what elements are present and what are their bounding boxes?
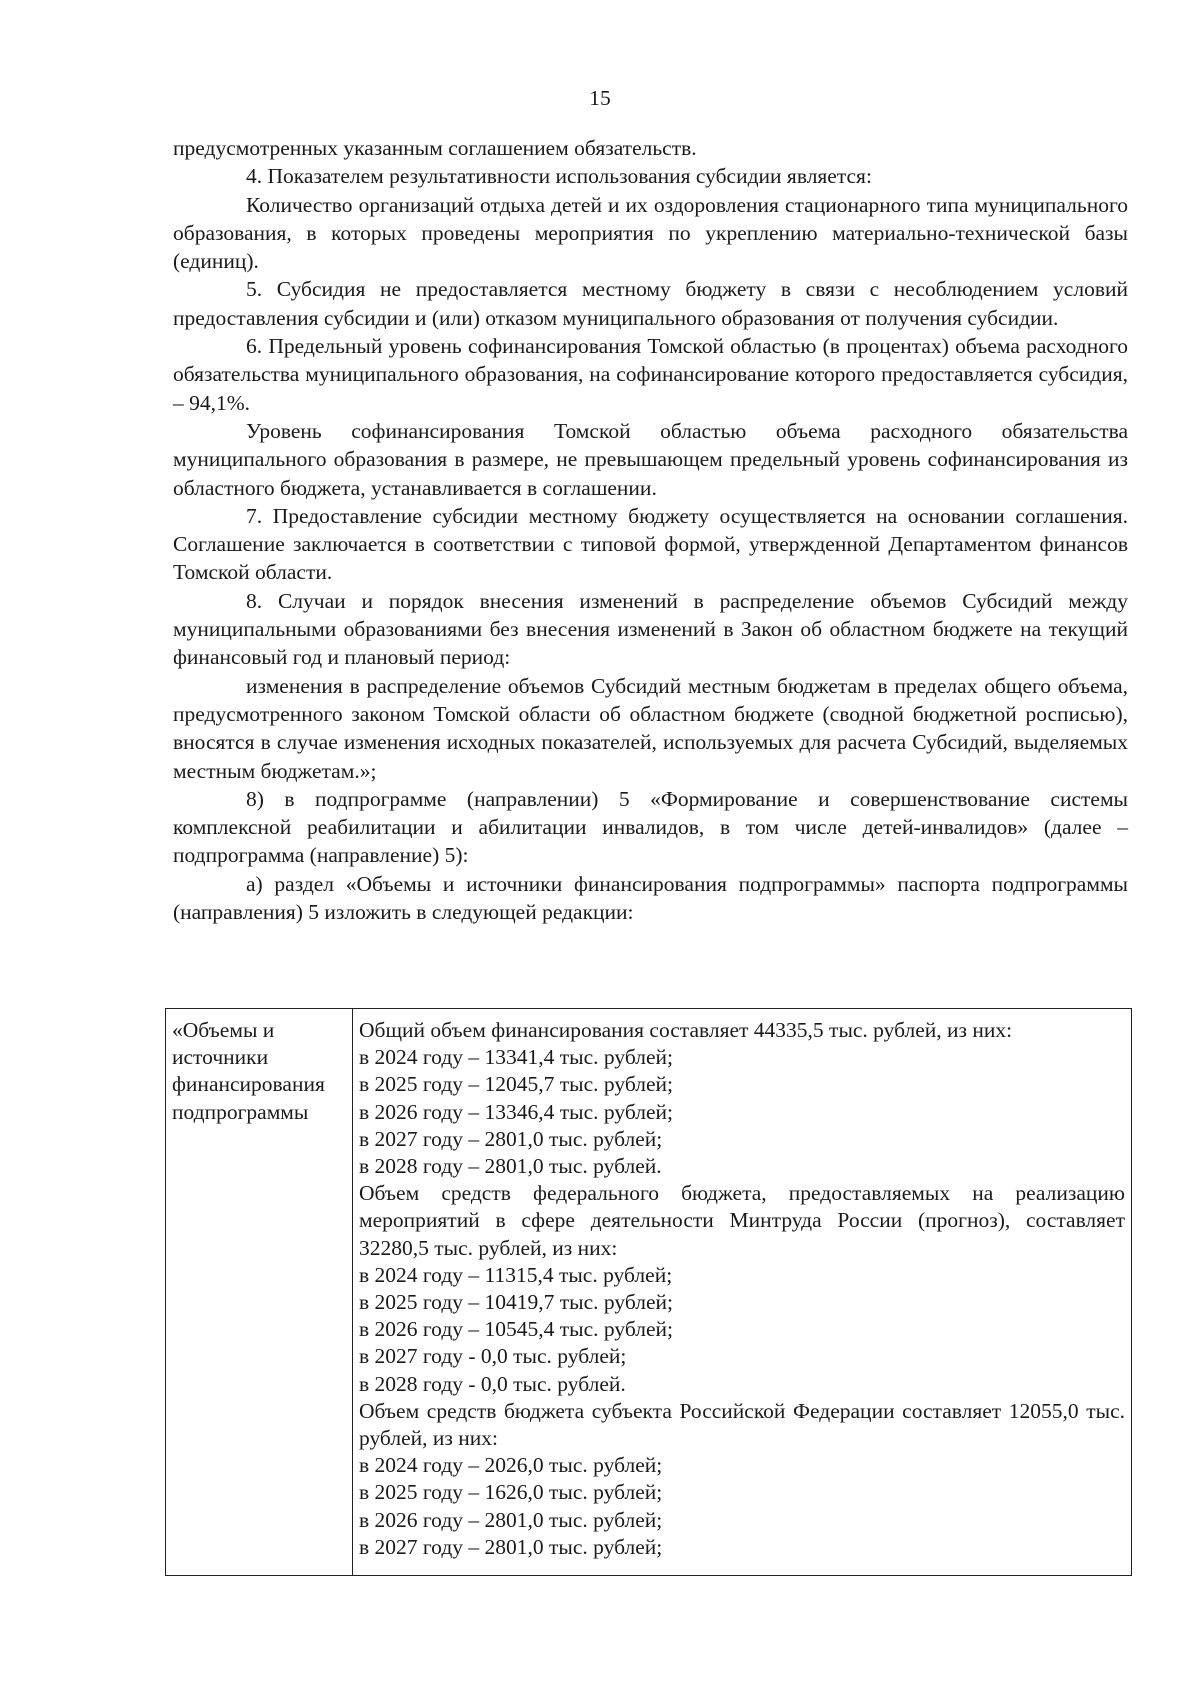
label-line: «Объемы и [172,1018,275,1042]
paragraph: 8. Случаи и порядок внесения изменений в распределение объемов Субсидий между муниципальными образованиями без внесения изменений в Закон об областном бюджете на текущий финансовый год и плановый период: [173,588,1128,670]
table-content-cell [353,1009,1132,1576]
content-line: в 2026 году – 10545,4 тыс. рублей; [359,1317,673,1342]
content-line: Объем средств федерального бюджета, предоставляемых на реализацию мероприятий в сфере деятельности Минтруда России (прогноз), составляет 32280,5 тыс. рублей, из них: [359,1181,1125,1260]
content-line: в 2026 году – 13346,4 тыс. рублей; [359,1099,673,1124]
paragraph: Уровень софинансирования Томской областью объема расходного обязательства муниципального образования в размере, не превышающем предельный уровень софинансирования из областного бюджета, устанавливается в соглашении. [173,418,1128,500]
content-line: в 2024 году – 13341,4 тыс. рублей; [359,1045,673,1070]
paragraph: изменения в распределение объемов Субсидий местным бюджетам в пределах общего объема, предусмотренного законом Томской области об областном бюджете (сводной бюджетной росписью), вносятся в случае изменения исходных показателей, используемых для расчета Субсидий, выделяемых местным бюджетам.»; [173,673,1128,783]
paragraph: 7. Предоставление субсидии местному бюджету осуществляется на основании соглашения. Соглашение заключается в соответствии с типовой формой, утвержденной Департаментом финансов Томской области. [173,503,1128,585]
content-line: в 2027 году – 2801,0 тыс. рублей; [359,1534,663,1559]
content-line: в 2027 году – 2801,0 тыс. рублей; [359,1126,663,1151]
content-line: в 2024 году – 2026,0 тыс. рублей; [359,1453,663,1478]
content-line: Общий объем финансирования составляет 44335,5 тыс. рублей, из них: [359,1018,1013,1042]
content-line: Объем средств бюджета субъекта Российской Федерации составляет 12055,0 тыс. рублей, из них: [359,1398,1125,1451]
paragraph: 6. Предельный уровень софинансирования Томской областью (в процентах) объема расходного обязательства муниципального образования, на софинансирование которого предоставляется субсидия, – 94,1%. [173,334,1128,415]
content-line: в 2026 году – 2801,0 тыс. рублей; [359,1507,663,1532]
paragraph: 4. Показателем результативности использования субсидии является: [246,164,872,189]
paragraph: Количество организаций отдыха детей и их оздоровления стационарного типа муниципального образования, в которых проведены мероприятия по укреплению материально-технической базы (единиц). [173,192,1128,274]
table-label-cell [166,1009,353,1576]
content-line: в 2028 году - 0,0 тыс. рублей. [359,1371,626,1396]
page-number: 15 [589,86,611,110]
label-line: подпрограммы [172,1099,309,1124]
financing-table [165,1008,1132,1576]
table-row [166,1009,1132,1576]
label-line: источники [172,1045,269,1070]
content-line: в 2028 году – 2801,0 тыс. рублей. [359,1154,662,1179]
content-line: в 2025 году – 12045,7 тыс. рублей; [359,1072,673,1097]
document-body [173,134,1128,926]
content-line: в 2027 году - 0,0 тыс. рублей; [359,1344,627,1369]
paragraph: 8) в подпрограмме (направлении) 5 «Формирование и совершенствование системы комплексной реабилитации и абилитации инвалидов, в том числе детей-инвалидов» (далее – подпрограмма (направление) 5): [173,786,1128,868]
label-line: финансирования [172,1072,325,1097]
content-line: в 2024 году – 11315,4 тыс. рублей; [359,1262,673,1287]
content-line: в 2025 году – 1626,0 тыс. рублей; [359,1480,663,1505]
paragraph: а) раздел «Объемы и источники финансирования подпрограммы» паспорта подпрограммы (направления) 5 изложить в следующей редакции: [173,871,1128,925]
content-line: в 2025 году – 10419,7 тыс. рублей; [359,1290,673,1315]
paragraph: 5. Субсидия не предоставляется местному бюджету в связи с несоблюдением условий предоставления субсидии и (или) отказом муниципального образования от получения субсидии. [173,277,1128,330]
paragraph: предусмотренных указанным соглашением обязательств. [173,136,697,160]
